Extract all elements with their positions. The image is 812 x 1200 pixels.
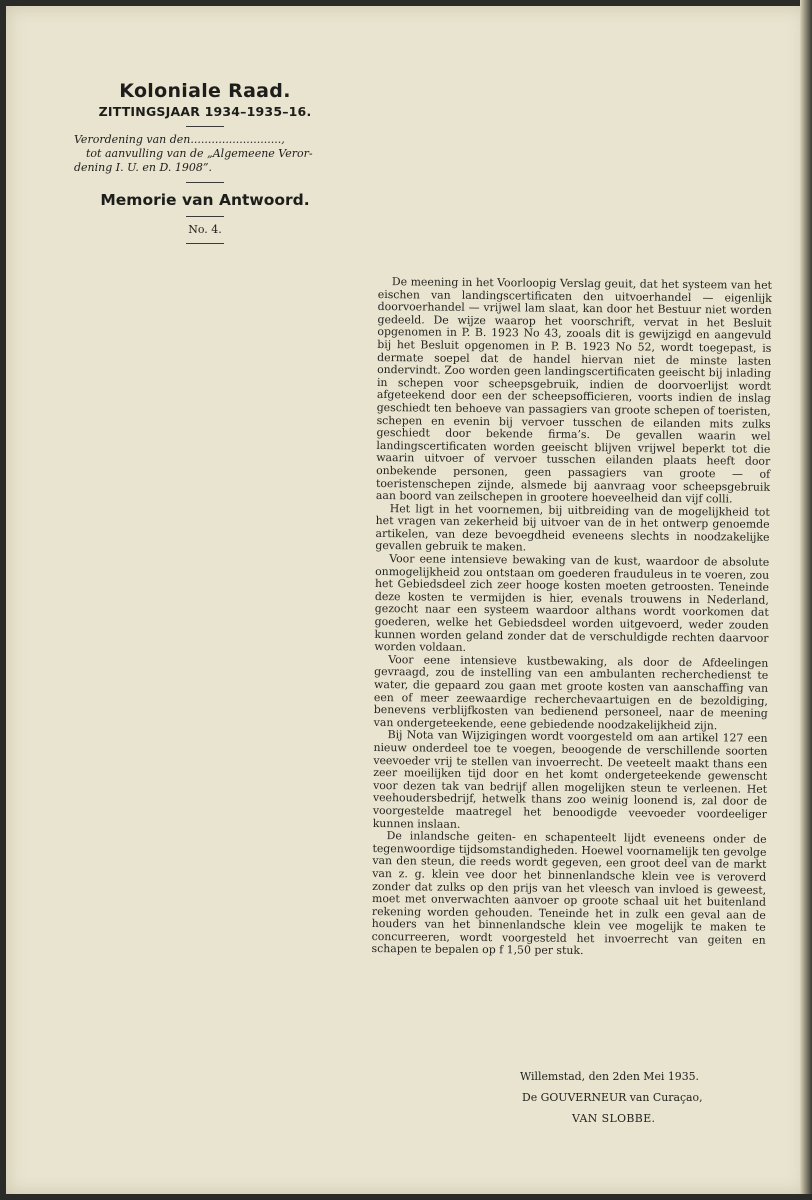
place-date: Willemstad, den 2den Mei 1935. xyxy=(520,1070,700,1083)
closing-block xyxy=(520,1066,760,1129)
body-paragraph: De meening in het Voorloopig Verslag geuit, dat het systeem van het eischen van landingscertificaten den uitvoerhandel — eigenlijk doorvoerhandel — vrijwel lam slaat, kan door het Bestuur niet worden gedeeld. De wijze waarop het voorschrift, vervat in het Besluit opgenomen in P. B. 1923 No 43, zooals dit is gewijzigd en aangevuld bij het Besluit opgenomen in P. B. 1923 No 52, wordt toegepast, is dermate soepel dat de handel hiervan niet de minste lasten ondervindt. Zoo worden geen landingscertificaten geeischt bij inlading in schepen voor scheepsgebruik, indien de doorvoerlijst wordt afgeteekend door een der scheepsofficieren, voorts indien de inslag geschiedt ten behoeve van passagiers van groote schepen of toeristen, schepen en evenin bij vervoer tusschen de eilanden mits zulks geschiedt door bekende firma’s. De gevallen waarin wel landingscertificaten worden geeischt blijven vrijwel beperkt tot die waarin uitvoer of vervoer tusschen eilanden plaats heeft door onbekende personen, geen passagiers van groote — of toeristenschepen zijnde, alsmede bij aanvraag voor scheepsgebruik aan boord van zeilschepen in grootere hoeveelheid dan vijf colli. xyxy=(375,275,772,506)
bottom-rule xyxy=(186,243,224,244)
body-paragraph: Bij Nota van Wijzigingen wordt voorgesteld om aan artikel 127 een nieuw onderdeel toe te voegen, beoogende de verschillende soorten veevoeder vrij te stellen van invoerrecht. De veeteelt maakt thans een zeer moeilijken tijd door en het komt ondergeteekende gewenscht voor dezen tak van bedrijf allen mogelijken steun te verleenen. Het veehoudersbedrijf, hetwelk thans zoo weinig loonend is, zal door de voorgestelde maatregel het benoodigde veevoeder voordeeliger kunnen inslaan. xyxy=(372,728,768,831)
memorandum-body xyxy=(371,276,772,960)
page-edge xyxy=(800,0,812,1200)
ordinance-line: tot aanvulling van de „Algemeene Veror- xyxy=(86,147,313,160)
number-rule xyxy=(186,216,224,217)
page-bottom-edge xyxy=(0,1194,812,1200)
document-number: No. 4. xyxy=(188,223,222,236)
body-paragraph: Voor eene intensieve kustbewaking, als door de Afdeelingen gevraagd, zou de instelling van een ambulanten recherchedienst te water, die gepaard zou gaan met groote kosten van aanschaffing van een of meer zeewaardige recherchevaartuigen en de bezoldiging, benevens verblijfkosten van bedienend personeel, naar de meening van ondergeteekende, eene gebiedende noodzakelijkheid zijn. xyxy=(373,652,769,733)
title-rule xyxy=(186,182,224,183)
session-year: ZITTINGSJAAR 1934–1935–16. xyxy=(98,104,312,119)
council-title: Koloniale Raad. xyxy=(119,80,291,102)
header-rule xyxy=(186,126,224,127)
body-paragraph: Voor eene intensieve bewaking van de kust, waardoor de absolute onmogelijkheid zou ontstaan om goederen frauduleus in te voeren, zou het Gebiedsdeel zich zeer hooge kosten moeten getroosten. Teneinde deze kosten te vermijden is hier, evenals trouwens in Nederland, gezocht naar een systeem waardoor althans wordt voorkomen dat goederen, welke het Gebiedsdeel worden uitgevoerd, weder zouden kunnen worden geland zonder dat de verschuldigde rechten daarvoor worden voldaan. xyxy=(374,552,770,655)
body-paragraph: Het ligt in het voornemen, bij uitbreiding van de mogelijkheid tot het vragen van zekerheid bij uitvoer van de in het ontwerp genoemde artikelen, van deze bevoegdheid eveneens slechts in noodzakelijke gevallen gebruik te maken. xyxy=(375,501,770,554)
document-title: Memorie van Antwoord. xyxy=(100,191,310,209)
ordinance-description xyxy=(74,133,336,175)
signatory-name: VAN SLOBBE. xyxy=(572,1112,656,1125)
governor-title: De GOUVERNEUR van Curaçao, xyxy=(522,1091,703,1104)
body-paragraph: De inlandsche geiten- en schapenteelt lijdt eveneens onder de tegenwoordige tijdsomstandigheden. Hoewel voornamelijk ten gevolge van den steun, die reeds wordt gegeven, een groot deel van de markt van z. g. klein vee door het binnenlandsche klein vee is veroverd zonder dat zulks op den prijs van het vleesch van invloed is geweest, moet met onverwachten aanvoer op groote schaal uit het buitenland rekening worden gehouden. Teneinde het in zulk een geval aan de houders van het binnenlandsche klein vee mogelijk te maken te concurreeren, wordt voorgesteld het invoerrecht van geiten en schapen te bepalen op f 1,50 per stuk. xyxy=(371,829,767,958)
ordinance-line: dening I. U. en D. 1908”. xyxy=(74,161,212,174)
document-page xyxy=(6,6,806,1194)
document-header xyxy=(70,80,340,250)
ordinance-line: Verordening van den.........................., xyxy=(74,133,285,146)
